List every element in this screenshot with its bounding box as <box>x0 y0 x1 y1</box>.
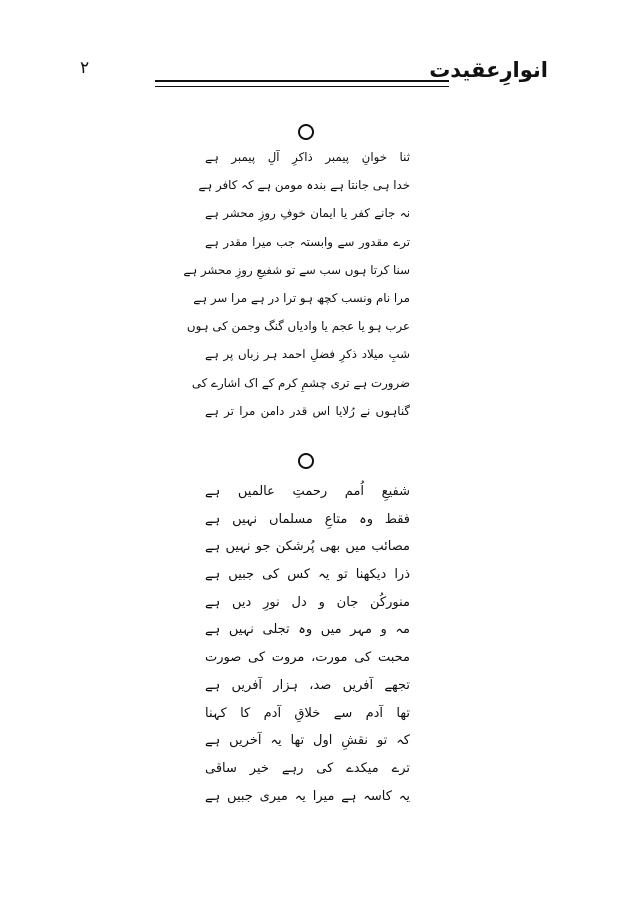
verse-line: تھا آدم سے خلاقِ آدم کا کہنا <box>205 705 410 721</box>
verse-line: یہ کاسہ ہے میرا یہ میری جبیں ہے <box>205 788 410 804</box>
verse-line: ترے مقدور سے وابستہ جب میرا مقدر ہے <box>205 234 410 249</box>
verse-line: مرا نام ونسب کچھ ہو ترا در ہے مرا سر ہے <box>193 290 410 305</box>
verse-line: عرب ہو یا عجم یا وادیاں گنگ وجمن کی ہوں <box>186 319 410 334</box>
verse-line: ذرا دیکھنا تو یہ کس کی جبیں ہے <box>205 567 410 583</box>
page-number: ۲ <box>80 58 90 78</box>
verse-line: شبِ میلاد ذکرِ فضلِ احمد ہر زباں پر ہے <box>205 347 410 362</box>
verse-line: کہ تو نقشِ اول تھا یہ آخریں ہے <box>205 733 410 749</box>
verse-line: سنا کرتا ہوں سب سے تو شفیعِ روزِ محشر ہے <box>183 262 410 277</box>
header-rule-thick <box>155 80 449 82</box>
stanza-separator-circle-icon <box>298 453 314 469</box>
verse-line: فقط وہ متاعِ مسلماں نہیں ہے <box>205 511 410 527</box>
stanza-separator-circle-icon <box>298 124 314 140</box>
verse-line: منورکُن جان و دل نورِ دیں ہے <box>205 594 410 610</box>
verse-line: ضرورت ہے تری چشمِ کرم کے اک اشارے کی <box>191 375 410 390</box>
header-rule-thin <box>155 86 449 87</box>
verse-line: مہ و مہر میں وہ تجلی نہیں ہے <box>205 622 410 638</box>
verse-line: ترے میکدے کی رہے خیر ساقی <box>205 760 410 776</box>
verse-line: نہ جانے کفر یا ایمان خوفِ روزِ محشر ہے <box>205 206 410 221</box>
verse-line: تجھے آفریں صد، ہزار آفریں ہے <box>205 677 410 693</box>
verse-line: ثنا خوانِ پیمبر ذاکرِ آلِ پیمبر ہے <box>205 150 410 164</box>
verse-line: گناہوں نے رُلایا اس قدر دامن مرا تر ہے <box>205 403 410 418</box>
poem-stanza-2 <box>205 478 410 810</box>
poem-stanza-1 <box>183 143 410 425</box>
verse-line: مصائب میں بھی پُرشکن جو نہیں ہے <box>205 539 410 555</box>
verse-line: خدا ہی جانتا ہے بندہ مومن ہے کہ کافر ہے <box>198 178 410 193</box>
verse-line: محبت کی مورت، مروت کی صورت <box>205 650 410 666</box>
book-title: انوارِعقیدت <box>429 58 548 82</box>
verse-line: شفیعِ اُمم رحمتِ عالمیں ہے <box>205 484 410 499</box>
